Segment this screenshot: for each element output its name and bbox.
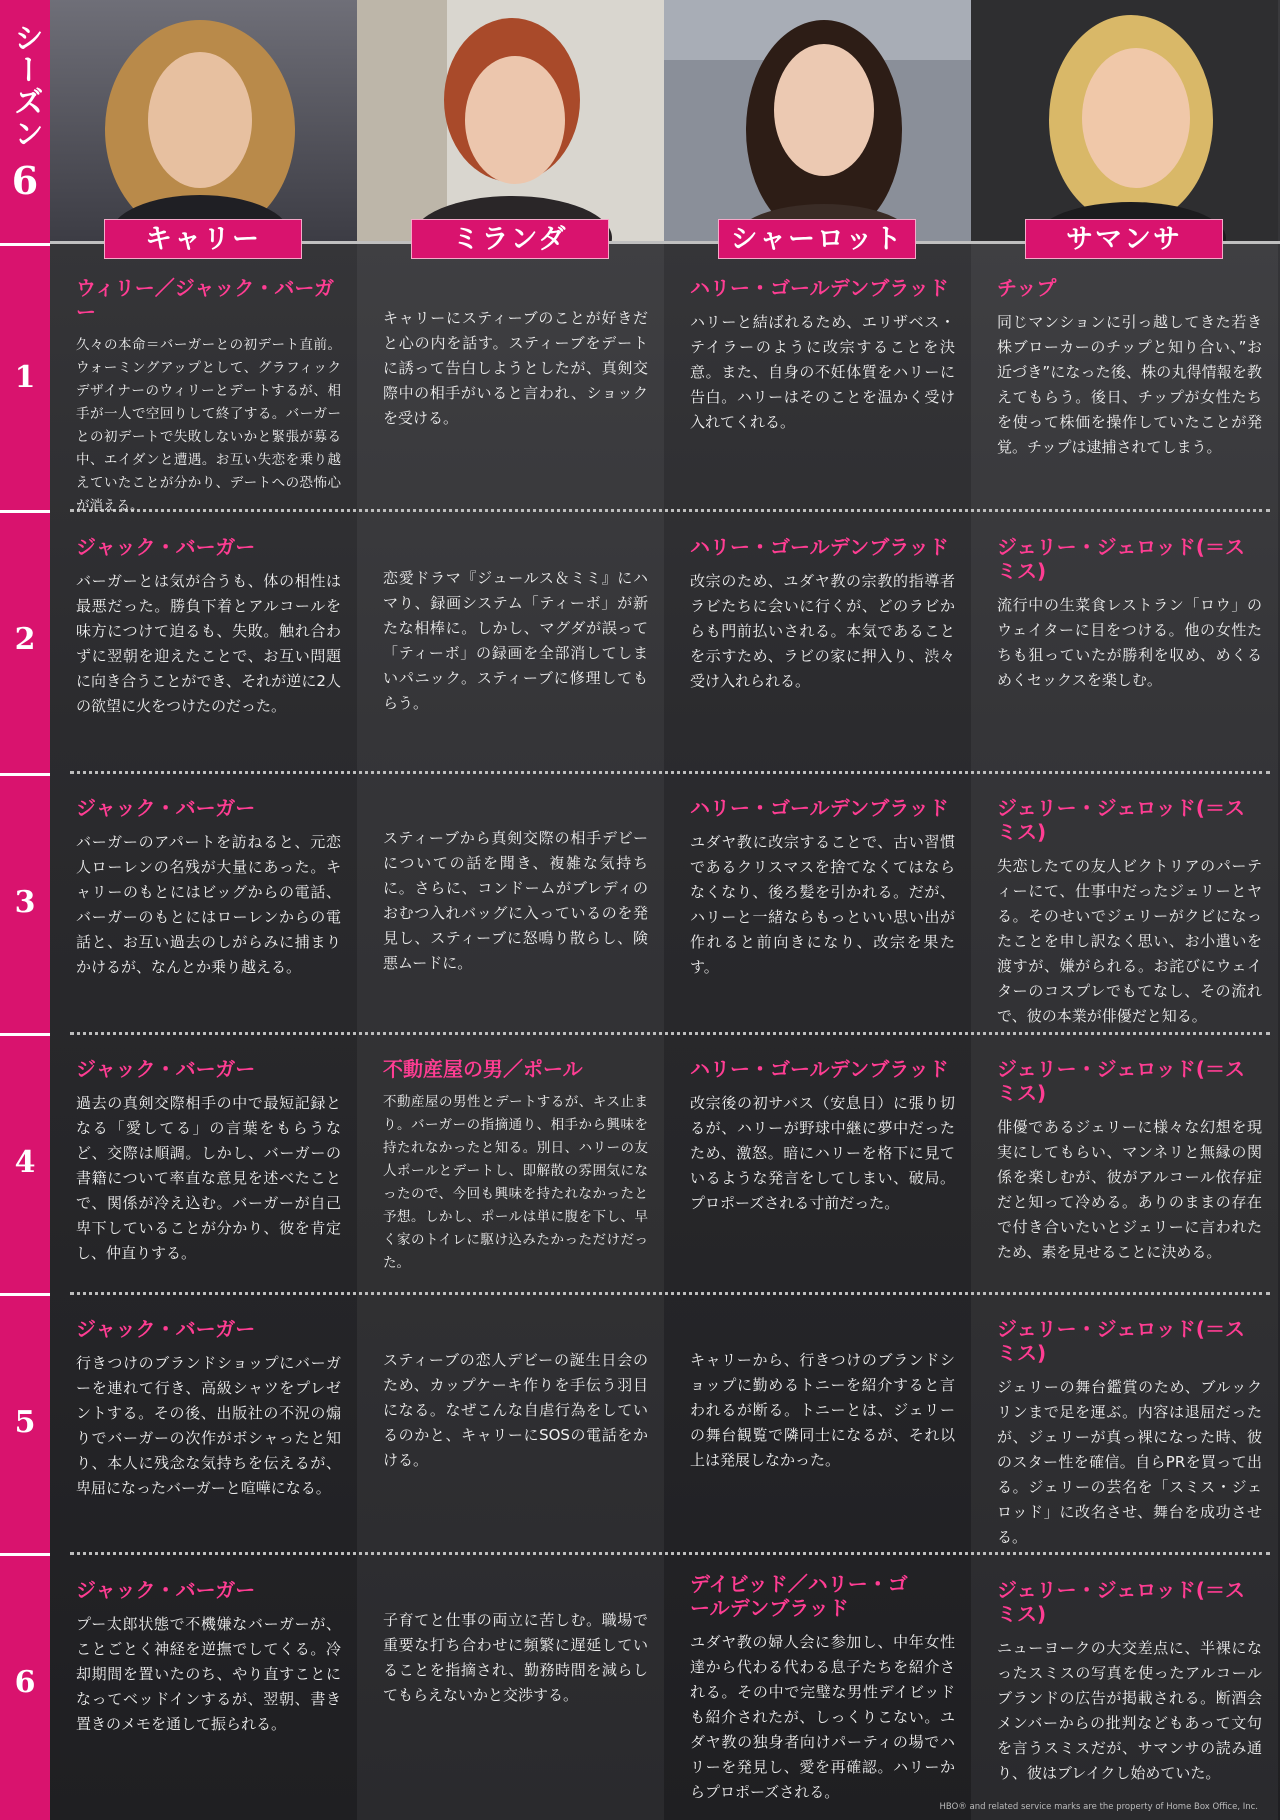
cell-heading: ジェリー・ジェロッド(＝スミス): [997, 796, 1245, 844]
cell-heading: ウィリー／ジャック・バーガー: [76, 276, 334, 324]
cell-heading: ジャック・バーガー: [76, 1578, 256, 1602]
cell-heading: ジャック・バーガー: [76, 535, 256, 559]
row-separator: [70, 771, 1270, 774]
cell-text: プー太郎状態で不機嫌なバーガーが、ことごとく神経を逆撫でしてくる。冷却期間を置いたのち、やり直すことになってベッドインするが、翌朝、書き置きのメモを通して振られる。: [76, 1615, 341, 1733]
episode-divider: [0, 1033, 50, 1036]
cell-heading: ハリー・ゴールデンブラッド: [690, 796, 949, 820]
cell-text: 改宗のため、ユダヤ教の宗教的指導者ラビたちに会いに行くが、どのラビからも門前払いされる。本気であることを示すため、ラビの家に押入り、渋々受け入れられる。: [690, 572, 955, 690]
cell-heading: ジェリー・ジェロッド(＝スミス): [997, 1578, 1245, 1626]
cell-text: 流行中の生菜食レストラン「ロウ」のウェイターに目をつける。他の女性たちも狙っていたが勝利を収め、めくるめくセックスを楽しむ。: [997, 596, 1262, 689]
cell-text: 失恋したての友人ビクトリアのパーティーにて、仕事中だったジェリーとヤる。そのせいでジェリーがクビになったことを申し訳なく思い、お小遣いを渡すが、嫌がられる。お詫びにウェイターのコスプレでもてなし、その流れで、彼の本業が俳優だと知る。: [997, 857, 1262, 1025]
season-label: シーズン: [8, 22, 43, 150]
samantha-photo: [971, 0, 1278, 243]
cell-ep1-samantha: [997, 276, 1262, 460]
cell-ep1-miranda: [383, 306, 648, 431]
cell-ep2-miranda: [383, 566, 648, 716]
cell-ep2-samantha: [997, 535, 1262, 693]
cell-text: ハリーと結ばれるため、エリザベス・テイラーのように改宗することを決意。また、自身の不妊体質をハリーに告白。ハリーはそのことを温かく受け入れてくれる。: [690, 313, 955, 431]
cell-text: 不動産屋の男性とデートするが、キス止まり。バーガーの指摘通り、相手から興味を持たれなかったと知る。別日、ハリーの友人ポールとデートし、即解散の雰囲気になったので、今回も興味を持たれなかったと予想。しかし、ポールは単に腹を下し、早く家のトイレに駆け込みたかっただけだった。: [383, 1094, 648, 1271]
cell-text: スティーブの恋人デビーの誕生日会のため、カップケーキ作りを手伝う羽目になる。なぜこんな自虐行為をしているのかと、キャリーにSOSの電話をかける。: [383, 1351, 648, 1469]
episode-number: 3: [14, 885, 36, 920]
cell-ep5-miranda: [383, 1348, 648, 1473]
cell-ep5-samantha: [997, 1317, 1262, 1550]
cell-ep4-carrie: [76, 1057, 341, 1266]
name-tag-miranda: ミランダ: [411, 219, 609, 259]
cell-text: 過去の真剣交際相手の中で最短記録となる「愛してる」の言葉をもらうなど、交際は順調。しかし、バーガーの書籍について率直な意見を述べたことで、関係が冷え込む。バーガーが自己卑下していることが分かり、彼を肯定し、仲直りする。: [76, 1094, 341, 1262]
cell-text: 改宗後の初サバス（安息日）に張り切るが、ハリーが野球中継に夢中だったため、激怒。暗にハリーを格下に見ているような発言をしてしまい、破局。プロポーズされる寸前だった。: [690, 1094, 955, 1212]
episode-number: 4: [14, 1145, 36, 1180]
charlotte-photo: [664, 0, 971, 243]
cell-heading: ジャック・バーガー: [76, 796, 256, 820]
cell-text: 子育てと仕事の両立に苦しむ。職場で重要な打ち合わせに頻繁に遅延していることを指摘され、勤務時間を減らしてもらえないかと交渉する。: [383, 1611, 648, 1704]
season-title: [0, 0, 50, 243]
cell-heading: ジェリー・ジェロッド(＝スミス): [997, 535, 1245, 583]
cell-ep2-carrie: [76, 535, 341, 719]
cell-text: スティーブから真剣交際の相手デビーについての話を聞き、複雑な気持ちに。さらに、コンドームがブレディのおむつ入れバッグに入っているのを発見し、スティーブに怒鳴り散らし、険悪ムードに。: [383, 829, 648, 972]
cell-heading: ハリー・ゴールデンブラッド: [690, 535, 949, 559]
season-number: 6: [11, 158, 39, 203]
cell-text: バーガーとは気が合うも、体の相性は最悪だった。勝負下着とアルコールを味方につけて迫るも、失敗。触れ合わずに翌朝を迎えたことで、お互い問題に向き合うことができ、それが逆に2人の欲望に火をつけたのだった。: [76, 572, 341, 715]
cell-ep5-carrie: [76, 1317, 341, 1501]
episode-divider: [0, 1293, 50, 1296]
row-separator: [70, 1292, 1270, 1295]
cell-text: ユダヤ教に改宗することで、古い習慣であるクリスマスを捨てなくてはならなくなり、後ろ髪を引かれる。だが、ハリーと一緒ならもっといい思い出が作れると前向きになり、改宗を果たす。: [690, 833, 955, 976]
cell-ep6-miranda: [383, 1608, 648, 1708]
cell-text: 恋愛ドラマ『ジュールス＆ミミ』にハマり、録画システム「ティーボ」が新たな相棒に。しかし、マグダが誤って「ティーボ」の録画を全部消してしまいパニック。スティーブに修理してもらう。: [383, 569, 648, 712]
cell-ep3-miranda: [383, 826, 648, 976]
cell-heading: ジェリー・ジェロッド(＝スミス): [997, 1317, 1245, 1365]
cell-ep6-samantha: [997, 1578, 1262, 1786]
cell-heading: ハリー・ゴールデンブラッド: [690, 276, 949, 300]
cell-ep3-carrie: [76, 796, 341, 980]
cell-heading: デイビッド／ハリー・ゴールデンブラッド: [690, 1572, 908, 1620]
name-tag-charlotte: シャーロット: [718, 219, 916, 259]
row-separator: [70, 1032, 1270, 1035]
cell-heading: 不動産屋の男／ポール: [383, 1057, 583, 1081]
episode-divider: [0, 510, 50, 513]
cell-text: 久々の本命＝バーガーとの初デート直前。ウォーミングアップとして、グラフィックデザイナーのウィリーとデートするが、相手が一人で空回りして終了する。バーガーとの初デートで失敗しないかと緊張が募る中、エイダンと遭遇。お互い失恋を乗り越えていたことが分かり、デートへの恐怖心が消える。: [76, 337, 341, 514]
cell-heading: ハリー・ゴールデンブラッド: [690, 1057, 949, 1081]
cell-text: 行きつけのブランドショップにバーガーを連れて行き、高級シャツをプレゼントする。その後、出版社の不況の煽りでバーガーの次作がボシャったと知り、本人に残念な気持ちを伝えるが、卑屈になったバーガーと喧嘩になる。: [76, 1354, 341, 1497]
cell-ep6-charlotte: [690, 1572, 955, 1805]
cell-text: 同じマンションに引っ越してきた若き株ブローカーのチップと知り合い、”お近づき”になった後、株の丸得情報を教えてもらう。後日、チップが女性たちを使って株価を操作していたことが発覚。チップは逮捕されてしまう。: [997, 313, 1262, 456]
cell-heading: ジェリー・ジェロッド(＝スミス): [997, 1057, 1245, 1105]
episode-divider: [0, 243, 50, 246]
cell-text: ジェリーの舞台鑑賞のため、ブルックリンまで足を運ぶ。内容は退屈だったが、ジェリーが真っ裸になった時、彼のスター性を確信。自らPRを買って出る。ジェリーの芸名を「スミス・ジェロッド」に改名させ、舞台を成功させる。: [997, 1378, 1262, 1546]
carrie-photo: [50, 0, 357, 243]
name-tag-carrie: キャリー: [104, 219, 302, 259]
cell-ep6-carrie: [76, 1578, 341, 1737]
cell-ep4-miranda: [383, 1057, 648, 1275]
cell-heading: ジャック・バーガー: [76, 1317, 256, 1341]
cell-text: キャリーにスティーブのことが好きだと心の内を話す。スティーブをデートに誘って告白しようとしたが、真剣交際中の相手がいると言われ、ショックを受ける。: [383, 309, 648, 427]
episode-divider: [0, 773, 50, 776]
cell-heading: チップ: [997, 276, 1057, 300]
cell-ep4-samantha: [997, 1057, 1262, 1265]
episode-number: 6: [14, 1665, 36, 1700]
copyright-credit: HBO® and related service marks are the property of Home Box Office, Inc.: [939, 1802, 1258, 1812]
cell-heading: ジャック・バーガー: [76, 1057, 256, 1081]
cell-ep1-carrie: [76, 276, 341, 518]
episode-divider: [0, 1553, 50, 1556]
miranda-photo: [357, 0, 664, 243]
cell-text: ユダヤ教の婦人会に参加し、中年女性達から代わる代わる息子たちを紹介される。その中で完璧な男性デイビッドも紹介されたが、しっくりこない。ユダヤ教の独身者向けパーティの場でハリーを発見し、愛を再確認。ハリーからプロポーズされる。: [690, 1633, 955, 1801]
name-tag-samantha: サマンサ: [1025, 219, 1223, 259]
episode-number: 5: [14, 1405, 36, 1440]
cell-text: キャリーから、行きつけのブランドショップに勤めるトニーを紹介すると言われるが断る。トニーとは、ジェリーの舞台観覧で隣同士になるが、それ以上は発展しなかった。: [690, 1351, 955, 1469]
cell-text: バーガーのアパートを訪ねると、元恋人ローレンの名残が大量にあった。キャリーのもとにはビッグからの電話、バーガーのもとにはローレンからの電話と、お互い過去のしがらみに捕まりかけるが、なんとか乗り越える。: [76, 833, 341, 976]
cell-ep4-charlotte: [690, 1057, 955, 1216]
cell-ep1-charlotte: [690, 276, 955, 435]
episode-number: 2: [14, 622, 36, 657]
cell-ep3-samantha: [997, 796, 1262, 1029]
row-separator: [70, 1552, 1270, 1555]
cell-text: 俳優であるジェリーに様々な幻想を現実にしてもらい、マンネリと無縁の関係を楽しむが、彼がアルコール依存症だと知って冷める。ありのままの存在で付き合いたいとジェリーに言われたため、素を見せることに決める。: [997, 1118, 1262, 1261]
cell-ep3-charlotte: [690, 796, 955, 980]
cell-ep2-charlotte: [690, 535, 955, 694]
cell-ep5-charlotte: [690, 1348, 955, 1473]
cell-text: ニューヨークの大交差点に、半裸になったスミスの写真を使ったアルコールブランドの広告が掲載される。断酒会メンバーからの批判などもあって文句を言うスミスだが、サマンサの読み通り、彼はブレイクし始めていた。: [997, 1639, 1262, 1782]
episode-number: 1: [14, 360, 36, 395]
